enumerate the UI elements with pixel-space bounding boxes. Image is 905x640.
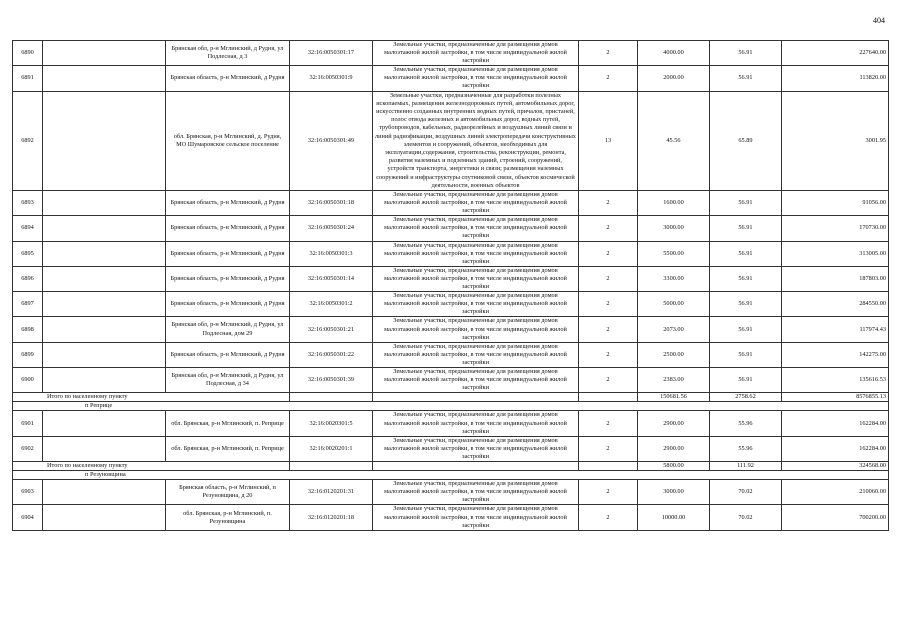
address-cell: Брянская область, р-н Мглинский, д Рудня [166,241,290,266]
use-kind-cell: 2 [579,436,638,461]
locality-name: п Резуновщина [13,471,889,480]
locality-header-row [13,471,889,480]
address-cell: Брянская обл, р-н Мглинский, д Рудня, ул Подлесная, д 3 [166,41,290,66]
blank-cell [290,462,373,471]
cadastral-number-cell: 32:16:0020201:1 [290,436,373,461]
cadastral-number-cell: 32:16:0050301:39 [290,367,373,392]
use-kind-cell: 2 [579,480,638,505]
table-row [13,411,889,436]
blank-cell [43,480,166,505]
cost-cell: 162284.00 [782,411,889,436]
blank-cell [43,266,166,291]
row-number: 6891 [13,66,43,91]
rate-cell: 56.91 [710,317,782,342]
table-body [13,41,889,531]
land-use-cell: Земельные участки, предназначенные для размещения домов малоэтажной жилой застройки, в том числе индивидуальной жилой застройки [373,411,579,436]
blank-cell [43,91,166,190]
rate-cell: 56.91 [710,216,782,241]
land-use-cell: Земельные участки, предназначенные для размещения домов малоэтажной жилой застройки, в том числе индивидуальной жилой застройки [373,480,579,505]
land-use-cell: Земельные участки, предназначенные для размещения домов малоэтажной жилой застройки, в том числе индивидуальной жилой застройки [373,216,579,241]
table-row [13,436,889,461]
cadastral-number-cell: 32:16:0120201:31 [290,480,373,505]
table-row [13,266,889,291]
address-cell: Брянская область, р-н Мглинский, д Рудня [166,191,290,216]
blank-cell [43,436,166,461]
table-row [13,480,889,505]
locality-header-row [13,402,889,411]
land-use-cell: Земельные участки, предназначенные для размещения домов малоэтажной жилой застройки, в том числе индивидуальной жилой застройки [373,436,579,461]
cadastral-number-cell: 32:16:0050301:49 [290,91,373,190]
rate-cell: 55.96 [710,411,782,436]
rate-cell: 70.02 [710,505,782,530]
address-cell: Брянская область, р-н Мглинский, д Рудня [166,66,290,91]
land-use-cell: Земельные участки, предназначенные для размещения домов малоэтажной жилой застройки, в том числе индивидуальной жилой застройки [373,41,579,66]
use-kind-cell: 2 [579,241,638,266]
table-row [13,241,889,266]
row-number: 6895 [13,241,43,266]
use-kind-cell: 13 [579,91,638,190]
cadastral-number-cell: 32:16:0050301:24 [290,216,373,241]
blank-cell [43,241,166,266]
blank-cell [43,411,166,436]
cost-cell: 210060.00 [782,480,889,505]
address-cell: Брянская область, р-н Мглинский, п Резуновщина, д 20 [166,480,290,505]
total-label: Итого по населенному пункту [13,462,290,471]
blank-cell [43,505,166,530]
address-cell: Брянская область, р-н Мглинский, д Рудня [166,216,290,241]
cost-cell: 142275.00 [782,342,889,367]
cadastral-number-cell: 32:16:0050301:18 [290,191,373,216]
row-number: 6890 [13,41,43,66]
use-kind-cell: 2 [579,342,638,367]
row-number: 6896 [13,266,43,291]
blank-cell [290,393,373,402]
cadastral-number-cell: 32:16:0120201:18 [290,505,373,530]
table-row [13,66,889,91]
cost-cell: 3001.95 [782,91,889,190]
total-area: 150681.56 [638,393,710,402]
blank-cell [43,41,166,66]
table-row [13,292,889,317]
land-use-cell: Земельные участки, предназначенные для размещения домов малоэтажной жилой застройки, в том числе индивидуальной жилой застройки [373,292,579,317]
table-row [13,41,889,66]
row-number: 6898 [13,317,43,342]
blank-cell [579,393,638,402]
area-cell: 5500.00 [638,241,710,266]
rate-cell: 56.91 [710,241,782,266]
rate-cell: 56.91 [710,266,782,291]
use-kind-cell: 2 [579,317,638,342]
cost-cell: 227640.00 [782,41,889,66]
land-use-cell: Земельные участки, предназначенные для размещения домов малоэтажной жилой застройки, в том числе индивидуальной жилой застройки [373,66,579,91]
blank-cell [43,66,166,91]
cadastral-number-cell: 32:16:0020301:5 [290,411,373,436]
land-use-cell: Земельные участки, предназначенные для разработки полезных ископаемых, размещения железнодорожных путей, автомобильных дорог, искусственно созданных внутренних водных путей, причалов, пристаней, полос отвода железных и автомобильных дорог, водных путей, трубопроводов, кабельных, радиорелейных и воздушных линий связи и линий радиофикации, воздушных линий электропередачи конструктивных элементов и сооружений, объектов, необходимых для эксплуатации,содержания, строительства, реконструкции, ремонта, развития наземных и подземных зданий, строений, сооружений, устройств транспорта, энергетики и связи; размещения наземных сооружений и инфраструктуры спутниковой связи, объектов космической деятельности, военных объектов [373,91,579,190]
area-cell: 10000.00 [638,505,710,530]
cadastral-number-cell: 32:16:0050301:21 [290,317,373,342]
table-row [13,317,889,342]
area-cell: 4000.00 [638,41,710,66]
cost-cell: 117974.43 [782,317,889,342]
area-cell: 2383.00 [638,367,710,392]
total-label: Итого по населенному пункту [13,393,290,402]
address-cell: обл. Брянская, р-н Мглинский, п. Реприце [166,411,290,436]
address-cell: Брянская обл, р-н Мглинский, д Рудня, ул Подлесная, д 34 [166,367,290,392]
area-cell: 2000.00 [638,66,710,91]
land-use-cell: Земельные участки, предназначенные для размещения домов малоэтажной жилой застройки, в том числе индивидуальной жилой застройки [373,342,579,367]
land-use-cell: Земельные участки, предназначенные для размещения домов малоэтажной жилой застройки, в том числе индивидуальной жилой застройки [373,266,579,291]
row-number: 6904 [13,505,43,530]
cadastral-number-cell: 32:16:0050301:2 [290,292,373,317]
area-cell: 2900.00 [638,436,710,461]
use-kind-cell: 2 [579,66,638,91]
rate-cell: 56.91 [710,292,782,317]
cadastral-number-cell: 32:16:0050301:22 [290,342,373,367]
use-kind-cell: 2 [579,266,638,291]
row-number: 6897 [13,292,43,317]
rate-cell: 70.02 [710,480,782,505]
cost-cell: 284550.00 [782,292,889,317]
rate-cell: 56.91 [710,41,782,66]
cost-cell: 313005.00 [782,241,889,266]
total-row [13,393,889,402]
blank-cell [43,292,166,317]
address-cell: Брянская область, р-н Мглинский, д Рудня [166,266,290,291]
land-use-cell: Земельные участки, предназначенные для размещения домов малоэтажной жилой застройки, в том числе индивидуальной жилой застройки [373,505,579,530]
row-number: 6892 [13,91,43,190]
cost-cell: 187803.00 [782,266,889,291]
area-cell: 2073.00 [638,317,710,342]
blank-cell [43,216,166,241]
address-cell: обл. Брянская, р-н Мглинский, д. Рудня, МО Шумаровское сельское поселение [166,91,290,190]
address-cell: Брянская область, р-н Мглинский, д Рудня [166,342,290,367]
address-cell: обл. Брянская, р-н Мглинский, п. Резуновщина [166,505,290,530]
use-kind-cell: 2 [579,292,638,317]
area-cell: 5000.00 [638,292,710,317]
blank-cell [43,317,166,342]
land-use-cell: Земельные участки, предназначенные для размещения домов малоэтажной жилой застройки, в том числе индивидуальной жилой застройки [373,367,579,392]
use-kind-cell: 2 [579,505,638,530]
cost-cell: 113820.00 [782,66,889,91]
address-cell: Брянская область, р-н Мглинский, д Рудня [166,292,290,317]
blank-cell [43,342,166,367]
area-cell: 3300.00 [638,266,710,291]
address-cell: обл. Брянская, р-н Мглинский, п. Реприце [166,436,290,461]
cadastral-value-table [12,40,889,531]
rate-cell: 55.96 [710,436,782,461]
blank-cell [43,191,166,216]
area-cell: 3000.00 [638,480,710,505]
use-kind-cell: 2 [579,41,638,66]
area-cell: 2500.00 [638,342,710,367]
blank-cell [43,367,166,392]
rate-cell: 56.91 [710,66,782,91]
land-use-cell: Земельные участки, предназначенные для размещения домов малоэтажной жилой застройки, в том числе индивидуальной жилой застройки [373,191,579,216]
cadastral-number-cell: 32:16:0050301:3 [290,241,373,266]
cadastral-number-cell: 32:16:0050301:17 [290,41,373,66]
table-row [13,216,889,241]
row-number: 6903 [13,480,43,505]
rate-cell: 65.89 [710,91,782,190]
cadastral-number-cell: 32:16:0050301:9 [290,66,373,91]
row-number: 6894 [13,216,43,241]
use-kind-cell: 2 [579,191,638,216]
table-row [13,505,889,530]
cost-cell: 91056.00 [782,191,889,216]
land-use-cell: Земельные участки, предназначенные для размещения домов малоэтажной жилой застройки, в том числе индивидуальной жилой застройки [373,317,579,342]
total-row [13,462,889,471]
row-number: 6901 [13,411,43,436]
rate-cell: 56.91 [710,342,782,367]
locality-name: п Реприце [13,402,889,411]
total-cost: 8576855.13 [782,393,889,402]
cost-cell: 135616.53 [782,367,889,392]
area-cell: 2900.00 [638,411,710,436]
land-use-cell: Земельные участки, предназначенные для размещения домов малоэтажной жилой застройки, в том числе индивидуальной жилой застройки [373,241,579,266]
table-row [13,342,889,367]
total-rate: 111.92 [710,462,782,471]
use-kind-cell: 2 [579,367,638,392]
blank-cell [579,462,638,471]
page-number: 404 [873,16,885,25]
table-row [13,367,889,392]
blank-cell [373,393,579,402]
total-cost: 324568.00 [782,462,889,471]
use-kind-cell: 2 [579,411,638,436]
rate-cell: 56.91 [710,191,782,216]
table-row [13,191,889,216]
cadastral-number-cell: 32:16:0050301:14 [290,266,373,291]
row-number: 6902 [13,436,43,461]
address-cell: Брянская обл, р-н Мглинский, д Рудня, ул Подлесная, дом 29 [166,317,290,342]
use-kind-cell: 2 [579,216,638,241]
table-row [13,91,889,190]
blank-cell [373,462,579,471]
total-area: 5800.00 [638,462,710,471]
row-number: 6893 [13,191,43,216]
cost-cell: 700200.00 [782,505,889,530]
cost-cell: 162284.00 [782,436,889,461]
rate-cell: 56.91 [710,367,782,392]
row-number: 6900 [13,367,43,392]
area-cell: 1600.00 [638,191,710,216]
row-number: 6899 [13,342,43,367]
area-cell: 45.56 [638,91,710,190]
total-rate: 2758.62 [710,393,782,402]
cost-cell: 170730.00 [782,216,889,241]
area-cell: 3000.00 [638,216,710,241]
